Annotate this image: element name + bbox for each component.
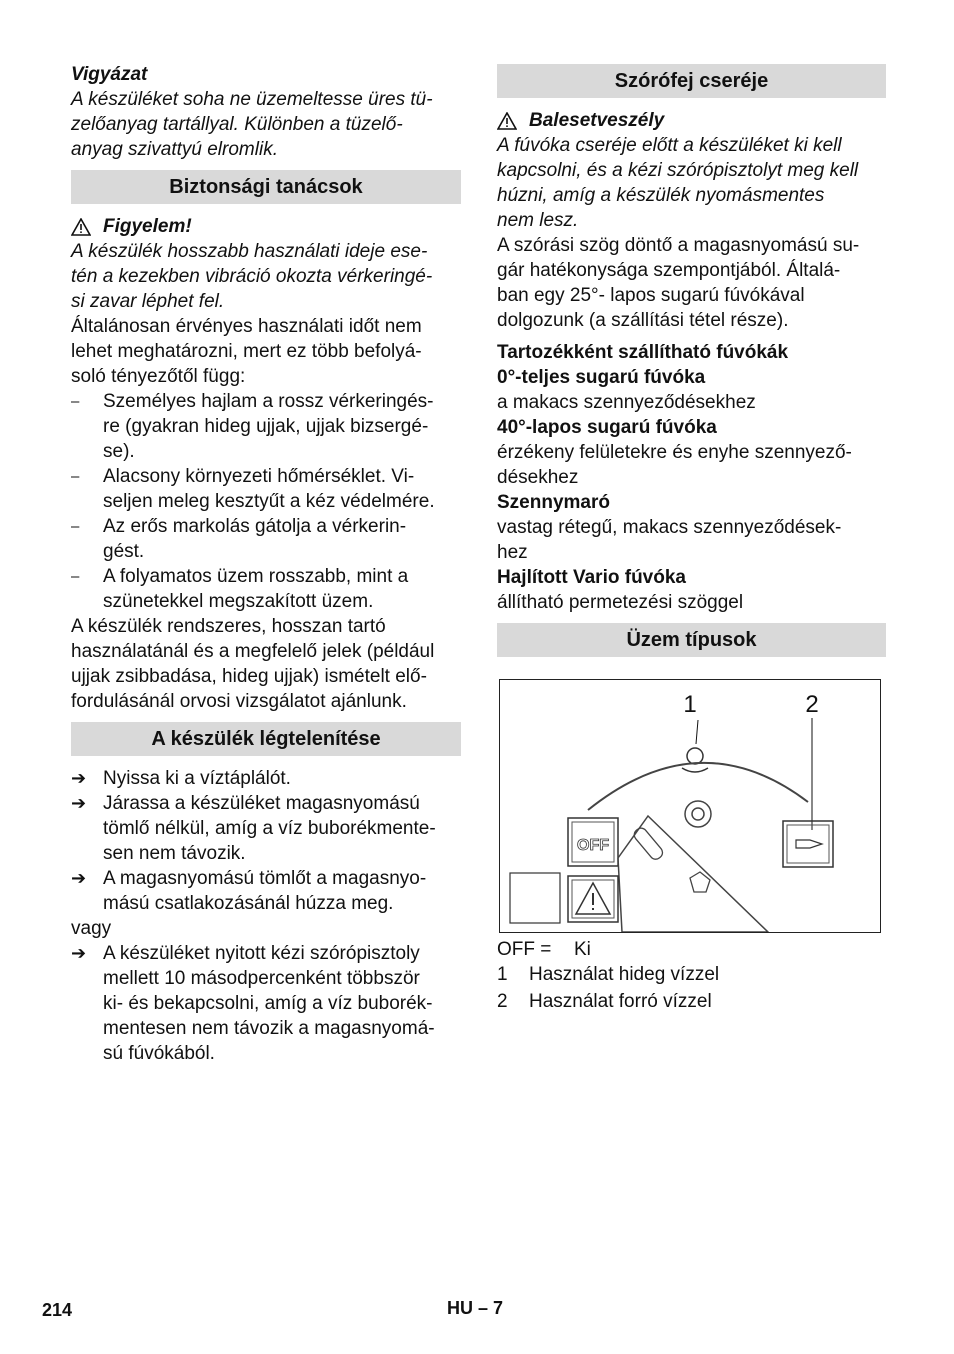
list-item-line: szünetekkel megszakított üzem. (103, 591, 374, 612)
caution-line: A készüléket soha ne üzemeltesse üres tü- (71, 89, 433, 110)
warning-triangle-icon (497, 112, 517, 130)
list-item-line: Alacsony környezeti hőmérséklet. Vi- (103, 466, 415, 487)
left-column (71, 62, 461, 1066)
caution-line: anyag szivattyú elromlik. (71, 139, 278, 160)
accessory-desc: állítható permetezési szöggel (497, 592, 744, 613)
legend-value: Használat forró vízzel (529, 991, 712, 1012)
arrow-right-icon: ➔ (71, 768, 87, 788)
accessory-desc: a makacs szennyeződésekhez (497, 392, 756, 413)
right-column (497, 62, 886, 1014)
legend-row (497, 989, 886, 1014)
step-line: Járassa a készüléket magasnyomású (103, 793, 420, 814)
list-item-line: gést. (103, 541, 145, 562)
step-line: sú fúvókából. (103, 1043, 215, 1064)
accessory-desc: vastag rétegű, makacs szennyeződések- (497, 517, 842, 538)
nozzle-icon (796, 840, 822, 848)
list-item-line: Személyes hajlam a rossz vérkeringés- (103, 391, 434, 412)
section-heading-venting: A készülék légtelenítése (71, 722, 461, 756)
list-item (71, 564, 461, 614)
section-heading-modes: Üzem típusok (497, 623, 886, 657)
accessory-name: Hajlított Vario fúvóka (497, 567, 686, 588)
accessory-name: Szennymaró (497, 492, 610, 513)
body-line: használatánál és a megfelelő jelek (például (71, 641, 435, 662)
legend-key: OFF = (497, 939, 552, 960)
danger-line: húzni, amíg a készülék nyomásmentes (497, 185, 825, 206)
body-line: Általánosan érvényes használati időt nem (71, 316, 422, 337)
step-line: ki- és bekapcsolni, amíg a víz buborék- (103, 993, 433, 1014)
legend-row (497, 937, 886, 962)
accessory-desc: érzékeny felületekre és enyhe szennyező- (497, 442, 852, 463)
dash-marker: – (71, 518, 80, 535)
list-item (71, 514, 461, 564)
blank-button[interactable] (510, 873, 560, 923)
selector-arc (588, 763, 808, 810)
control-panel-illustration (500, 680, 880, 932)
selector-knob[interactable] (618, 816, 768, 932)
step-line: Nyissa ki a víztáplálót. (103, 768, 291, 789)
dash-marker: – (71, 568, 80, 585)
figure-label-1: 1 (683, 691, 697, 718)
body-line: A szórási szög döntő a magasnyomású su- (497, 235, 860, 256)
warning-line: tén a kezekben vibráció okozta vérkeringé- (71, 266, 433, 287)
section-heading-safety: Biztonsági tanácsok (71, 170, 461, 204)
legend-row (497, 962, 886, 987)
figure-label-2: 2 (805, 691, 819, 718)
callout-line-1 (696, 720, 698, 744)
step-item (71, 941, 461, 1066)
body-line: ban egy 25°- lapos sugarú fúvókával (497, 285, 805, 306)
warning-line: A készülék hosszabb használati ideje ese- (71, 241, 428, 262)
body-line: soló tényezőtől függ: (71, 366, 246, 387)
operating-mode-figure (499, 679, 881, 933)
accessory-name: 40°-lapos sugarú fúvóka (497, 417, 717, 438)
body-line: lehet meghatározni, mert ez több befolyá- (71, 341, 422, 362)
list-item-line: re (gyakran hideg ujjak, ujjak bizsergé- (103, 416, 429, 437)
step-line: tömlő nélkül, amíg a víz buborékmente- (103, 818, 436, 839)
arrow-right-icon: ➔ (71, 943, 87, 963)
legend-key: 2 (497, 991, 508, 1012)
step-item (71, 866, 461, 916)
arrow-right-icon: ➔ (71, 868, 87, 888)
section-heading-nozzle: Szórófej cseréje (497, 64, 886, 98)
dash-marker: – (71, 468, 80, 485)
list-item-line: Az erős markolás gátolja a vérkerin- (103, 516, 407, 537)
list-item (71, 464, 461, 514)
arrow-right-icon: ➔ (71, 793, 87, 813)
body-line: ujjak zsibbadása, hideg ujjak) ismételt elő- (71, 666, 427, 687)
body-line: dolgozunk (a szállítási tétel része). (497, 310, 789, 331)
danger-line: kapcsolni, és a kézi szórópisztolyt meg kell (497, 160, 859, 181)
list-item (71, 389, 461, 464)
off-label: OFF (577, 837, 609, 854)
list-item-line: se). (103, 441, 135, 462)
dash-marker: – (71, 393, 80, 410)
warning-button[interactable] (568, 876, 618, 922)
body-line: A készülék rendszeres, hosszan tartó (71, 616, 386, 637)
step-line: mellett 10 másodpercenként többször (103, 968, 420, 989)
body-line: gár hatékonysága szempontjából. Általá- (497, 260, 841, 281)
list-item-line: seljen meleg kesztyűt a kéz védelmére. (103, 491, 435, 512)
step-line: mentesen nem távozik a magasnyomá- (103, 1018, 435, 1039)
legend-key: 1 (497, 964, 508, 985)
accessory-desc: désekhez (497, 467, 579, 488)
off-button[interactable] (568, 818, 618, 866)
list-item-line: A folyamatos üzem rosszabb, mint a (103, 566, 409, 587)
hot-water-button[interactable] (783, 821, 833, 867)
warning-title-text: Figyelem! (103, 216, 192, 237)
step-item (71, 766, 461, 791)
language-page-label: HU – 7 (447, 1298, 504, 1318)
danger-title-text: Balesetveszély (529, 110, 665, 131)
caution-line: zelőanyag tartállyal. Különben a tüzelő- (71, 114, 403, 135)
accessory-desc: hez (497, 542, 528, 563)
danger-title (497, 108, 886, 133)
or-text: vagy (71, 918, 112, 939)
danger-line: A fúvóka cseréje előtt a készüléket ki kell (497, 135, 842, 156)
accessory-name: 0°-teljes sugarú fúvóka (497, 367, 706, 388)
caution-title: Vigyázat (71, 64, 148, 85)
cold-water-icon (682, 748, 708, 772)
danger-line: nem lesz. (497, 210, 579, 231)
step-line: mású csatlakozásánál húzza meg. (103, 893, 394, 914)
legend-value: Használat hideg vízzel (529, 964, 720, 985)
step-line: sen nem távozik. (103, 843, 246, 864)
page-number: 214 (42, 1300, 73, 1320)
warning-line: si zavar léphet fel. (71, 291, 225, 312)
step-item (71, 791, 461, 866)
step-line: A magasnyomású tömlőt a magasnyo- (103, 868, 427, 889)
step-line: A készüléket nyitott kézi szórópisztoly (103, 943, 420, 964)
accessories-title: Tartozékként szállítható fúvókák (497, 342, 789, 363)
power-indicator-icon (685, 801, 711, 827)
legend-value: Ki (574, 939, 591, 960)
body-line: fordulásánál orvosi vizsgálatot ajánlunk. (71, 691, 407, 712)
warning-triangle-icon (71, 218, 91, 236)
warning-title (71, 214, 461, 239)
